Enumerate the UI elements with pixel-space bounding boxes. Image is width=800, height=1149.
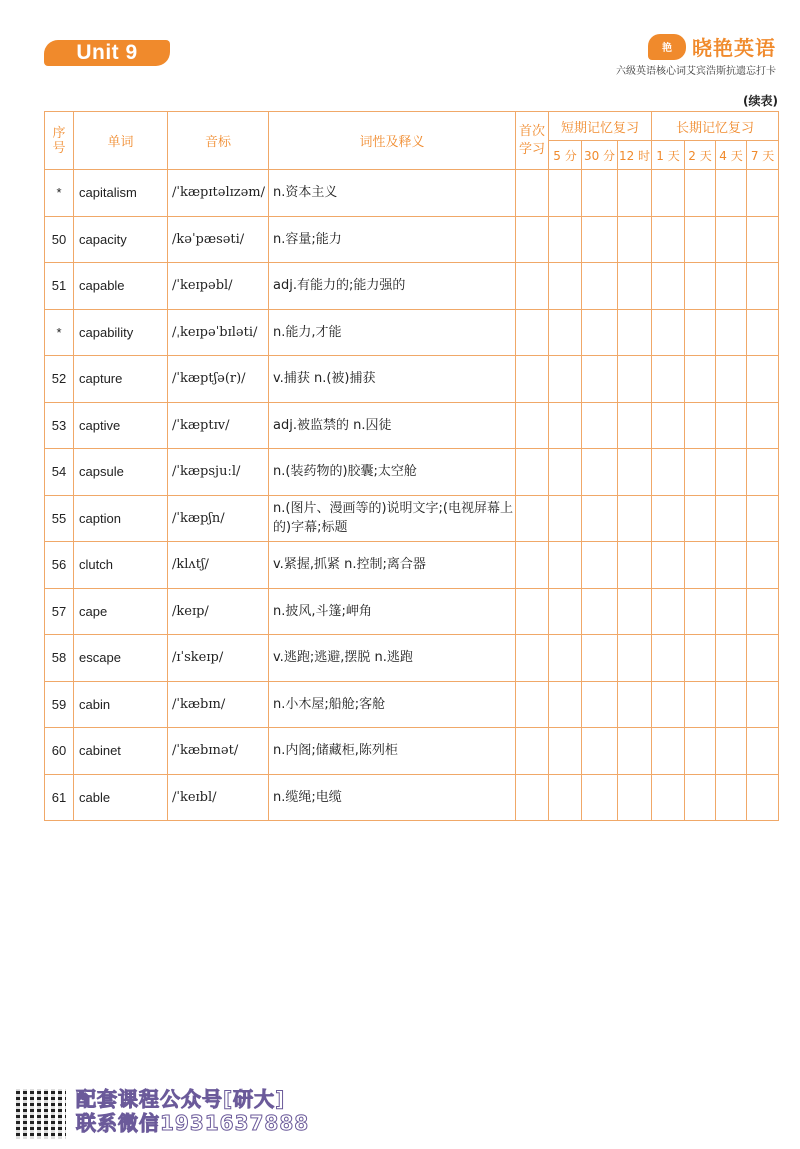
row-meaning: n.缆绳;电缆	[269, 774, 516, 821]
review-checkbox-cell[interactable]	[747, 170, 779, 217]
row-meaning: n.小木屋;船舱;客舱	[269, 681, 516, 728]
table-row	[45, 170, 779, 217]
review-checkbox-cell[interactable]	[652, 635, 685, 682]
review-checkbox-cell[interactable]	[549, 449, 582, 496]
row-number: *	[45, 309, 74, 356]
promo-line-2: 联系微信1931637888	[76, 1111, 310, 1135]
review-checkbox-cell[interactable]	[582, 774, 618, 821]
review-checkbox-cell[interactable]	[652, 681, 685, 728]
review-checkbox-cell[interactable]	[549, 588, 582, 635]
row-number: 61	[45, 774, 74, 821]
review-checkbox-cell[interactable]	[516, 774, 549, 821]
header-long-col: 1 天	[652, 141, 685, 170]
header-short-col: 5 分	[549, 141, 582, 170]
row-phonetic: /kəˈpæsəti/	[168, 216, 269, 263]
review-checkbox-cell[interactable]	[716, 402, 747, 449]
row-word: cable	[74, 774, 168, 821]
row-meaning: v.逃跑;逃避,摆脱 n.逃跑	[269, 635, 516, 682]
review-checkbox-cell[interactable]	[652, 542, 685, 589]
row-meaning: adj.被监禁的 n.囚徒	[269, 402, 516, 449]
header-short-col: 12 时	[618, 141, 652, 170]
row-word: capitalism	[74, 170, 168, 217]
header-meaning: 词性及释义	[269, 112, 516, 170]
row-number: 52	[45, 356, 74, 403]
review-checkbox-cell[interactable]	[685, 588, 716, 635]
review-checkbox-cell[interactable]	[618, 356, 652, 403]
footer-promo	[14, 1087, 309, 1141]
review-checkbox-cell[interactable]	[747, 216, 779, 263]
review-checkbox-cell[interactable]	[549, 170, 582, 217]
review-checkbox-cell[interactable]	[716, 774, 747, 821]
row-word: cape	[74, 588, 168, 635]
row-phonetic: /ˈkæpsjuːl/	[168, 449, 269, 496]
review-checkbox-cell[interactable]	[549, 263, 582, 310]
review-checkbox-cell[interactable]	[747, 356, 779, 403]
review-checkbox-cell[interactable]	[516, 495, 549, 542]
review-checkbox-cell[interactable]	[582, 402, 618, 449]
review-checkbox-cell[interactable]	[618, 774, 652, 821]
row-word: escape	[74, 635, 168, 682]
review-checkbox-cell[interactable]	[685, 263, 716, 310]
header-first-study: 首次学习	[516, 112, 549, 170]
review-checkbox-cell[interactable]	[618, 728, 652, 775]
review-checkbox-cell[interactable]	[516, 449, 549, 496]
header-no: 序号	[45, 112, 74, 170]
table-row	[45, 635, 779, 682]
review-checkbox-cell[interactable]	[652, 774, 685, 821]
review-checkbox-cell[interactable]	[685, 774, 716, 821]
review-checkbox-cell[interactable]	[516, 542, 549, 589]
row-phonetic: /keɪp/	[168, 588, 269, 635]
review-checkbox-cell[interactable]	[618, 216, 652, 263]
review-checkbox-cell[interactable]	[716, 309, 747, 356]
row-phonetic: /ˈkeɪpəbl/	[168, 263, 269, 310]
row-number: 54	[45, 449, 74, 496]
review-checkbox-cell[interactable]	[549, 681, 582, 728]
table-row	[45, 263, 779, 310]
review-checkbox-cell[interactable]	[516, 263, 549, 310]
review-checkbox-cell[interactable]	[582, 728, 618, 775]
row-word: capacity	[74, 216, 168, 263]
header-phonetic: 音标	[168, 112, 269, 170]
review-checkbox-cell[interactable]	[618, 635, 652, 682]
review-checkbox-cell[interactable]	[685, 635, 716, 682]
row-number: 58	[45, 635, 74, 682]
review-checkbox-cell[interactable]	[747, 263, 779, 310]
review-checkbox-cell[interactable]	[685, 402, 716, 449]
review-checkbox-cell[interactable]	[582, 542, 618, 589]
row-phonetic: /ˌkeɪpəˈbɪləti/	[168, 309, 269, 356]
row-word: capability	[74, 309, 168, 356]
table-row	[45, 216, 779, 263]
review-checkbox-cell[interactable]	[716, 449, 747, 496]
row-number: 53	[45, 402, 74, 449]
review-checkbox-cell[interactable]	[516, 402, 549, 449]
row-meaning: n.能力,才能	[269, 309, 516, 356]
row-phonetic: /ɪˈskeɪp/	[168, 635, 269, 682]
review-checkbox-cell[interactable]	[747, 449, 779, 496]
review-checkbox-cell[interactable]	[716, 495, 747, 542]
review-checkbox-cell[interactable]	[516, 681, 549, 728]
review-checkbox-cell[interactable]	[618, 542, 652, 589]
review-checkbox-cell[interactable]	[652, 728, 685, 775]
review-checkbox-cell[interactable]	[652, 495, 685, 542]
table-row	[45, 588, 779, 635]
review-checkbox-cell[interactable]	[582, 449, 618, 496]
review-checkbox-cell[interactable]	[652, 216, 685, 263]
review-checkbox-cell[interactable]	[582, 635, 618, 682]
review-checkbox-cell[interactable]	[747, 542, 779, 589]
row-number: 56	[45, 542, 74, 589]
review-checkbox-cell[interactable]	[652, 356, 685, 403]
review-checkbox-cell[interactable]	[618, 170, 652, 217]
row-number: 55	[45, 495, 74, 542]
review-checkbox-cell[interactable]	[747, 635, 779, 682]
row-number: 50	[45, 216, 74, 263]
review-checkbox-cell[interactable]	[618, 309, 652, 356]
table-row	[45, 309, 779, 356]
review-checkbox-cell[interactable]	[716, 635, 747, 682]
review-checkbox-cell[interactable]	[618, 263, 652, 310]
row-meaning: n.(装药物的)胶囊;太空舱	[269, 449, 516, 496]
review-checkbox-cell[interactable]	[747, 402, 779, 449]
review-checkbox-cell[interactable]	[549, 402, 582, 449]
review-checkbox-cell[interactable]	[516, 728, 549, 775]
table-row	[45, 681, 779, 728]
brand-name: 晓艳英语	[692, 36, 776, 60]
row-phonetic: /ˈkæptɪv/	[168, 402, 269, 449]
review-checkbox-cell[interactable]	[685, 170, 716, 217]
review-checkbox-cell[interactable]	[582, 170, 618, 217]
row-meaning: n.(图片、漫画等的)说明文字;(电视屏幕上的)字幕;标题	[269, 495, 516, 542]
review-checkbox-cell[interactable]	[716, 356, 747, 403]
book-subtitle: 六级英语核心词艾宾浩斯抗遗忘打卡	[616, 66, 776, 77]
header-word: 单词	[74, 112, 168, 170]
unit-badge: Unit 9	[44, 40, 170, 66]
review-checkbox-cell[interactable]	[582, 263, 618, 310]
header-long-col: 7 天	[747, 141, 779, 170]
vocabulary-table	[44, 111, 779, 821]
review-checkbox-cell[interactable]	[516, 588, 549, 635]
review-checkbox-cell[interactable]	[516, 356, 549, 403]
review-checkbox-cell[interactable]	[582, 309, 618, 356]
row-word: cabin	[74, 681, 168, 728]
review-checkbox-cell[interactable]	[549, 216, 582, 263]
review-checkbox-cell[interactable]	[685, 728, 716, 775]
promo-line-1: 配套课程公众号[研大]	[76, 1087, 286, 1111]
review-checkbox-cell[interactable]	[652, 588, 685, 635]
review-checkbox-cell[interactable]	[516, 309, 549, 356]
review-checkbox-cell[interactable]	[685, 356, 716, 403]
review-checkbox-cell[interactable]	[685, 216, 716, 263]
row-phonetic: /ˈkeɪbl/	[168, 774, 269, 821]
header-long-col: 4 天	[716, 141, 747, 170]
table-row	[45, 728, 779, 775]
row-meaning: v.紧握,抓紧 n.控制;离合器	[269, 542, 516, 589]
review-checkbox-cell[interactable]	[652, 309, 685, 356]
review-checkbox-cell[interactable]	[685, 542, 716, 589]
review-checkbox-cell[interactable]	[618, 588, 652, 635]
row-number: 59	[45, 681, 74, 728]
row-phonetic: /ˈkæptʃə(r)/	[168, 356, 269, 403]
table-row	[45, 356, 779, 403]
row-word: capable	[74, 263, 168, 310]
review-checkbox-cell[interactable]	[747, 309, 779, 356]
review-checkbox-cell[interactable]	[652, 170, 685, 217]
row-number: 60	[45, 728, 74, 775]
table-row	[45, 774, 779, 821]
row-word: clutch	[74, 542, 168, 589]
header-short-col: 30 分	[582, 141, 618, 170]
review-checkbox-cell[interactable]	[652, 402, 685, 449]
row-word: captive	[74, 402, 168, 449]
row-number: 57	[45, 588, 74, 635]
review-checkbox-cell[interactable]	[516, 170, 549, 217]
review-checkbox-cell[interactable]	[685, 495, 716, 542]
review-checkbox-cell[interactable]	[685, 681, 716, 728]
row-phonetic: /klʌtʃ/	[168, 542, 269, 589]
table-row	[45, 449, 779, 496]
review-checkbox-cell[interactable]	[549, 356, 582, 403]
row-number: 51	[45, 263, 74, 310]
row-meaning: n.资本主义	[269, 170, 516, 217]
review-checkbox-cell[interactable]	[716, 263, 747, 310]
review-checkbox-cell[interactable]	[747, 681, 779, 728]
continued-label: (续表)	[743, 94, 778, 108]
row-phonetic: /ˈkæbɪnət/	[168, 728, 269, 775]
review-checkbox-cell[interactable]	[652, 449, 685, 496]
row-meaning: n.内阁;储藏柜,陈列柜	[269, 728, 516, 775]
review-checkbox-cell[interactable]	[549, 774, 582, 821]
review-checkbox-cell[interactable]	[582, 681, 618, 728]
row-word: capture	[74, 356, 168, 403]
review-checkbox-cell[interactable]	[582, 495, 618, 542]
review-checkbox-cell[interactable]	[618, 495, 652, 542]
review-checkbox-cell[interactable]	[747, 774, 779, 821]
table-row	[45, 542, 779, 589]
table-row	[45, 402, 779, 449]
review-checkbox-cell[interactable]	[549, 542, 582, 589]
row-phonetic: /ˈkæbɪn/	[168, 681, 269, 728]
review-checkbox-cell[interactable]	[685, 449, 716, 496]
review-checkbox-cell[interactable]	[716, 216, 747, 263]
row-meaning: adj.有能力的;能力强的	[269, 263, 516, 310]
review-checkbox-cell[interactable]	[516, 635, 549, 682]
review-checkbox-cell[interactable]	[747, 728, 779, 775]
header-long-term: 长期记忆复习	[652, 112, 779, 141]
review-checkbox-cell[interactable]	[582, 356, 618, 403]
row-phonetic: /ˈkæpɪtəlɪzəm/	[168, 170, 269, 217]
review-checkbox-cell[interactable]	[582, 588, 618, 635]
row-word: capsule	[74, 449, 168, 496]
review-checkbox-cell[interactable]	[549, 728, 582, 775]
review-checkbox-cell[interactable]	[685, 309, 716, 356]
row-meaning: v.捕获 n.(被)捕获	[269, 356, 516, 403]
review-checkbox-cell[interactable]	[747, 495, 779, 542]
review-checkbox-cell[interactable]	[652, 263, 685, 310]
review-checkbox-cell[interactable]	[716, 542, 747, 589]
row-phonetic: /ˈkæpʃn/	[168, 495, 269, 542]
review-checkbox-cell[interactable]	[716, 681, 747, 728]
review-checkbox-cell[interactable]	[549, 495, 582, 542]
review-checkbox-cell[interactable]	[516, 216, 549, 263]
review-checkbox-cell[interactable]	[618, 449, 652, 496]
row-meaning: n.披风,斗篷;岬角	[269, 588, 516, 635]
review-checkbox-cell[interactable]	[618, 681, 652, 728]
header-short-term: 短期记忆复习	[549, 112, 652, 141]
row-word: cabinet	[74, 728, 168, 775]
table-row	[45, 495, 779, 542]
row-meaning: n.容量;能力	[269, 216, 516, 263]
qr-code-icon	[14, 1087, 68, 1141]
review-checkbox-cell[interactable]	[716, 588, 747, 635]
review-checkbox-cell[interactable]	[716, 170, 747, 217]
review-checkbox-cell[interactable]	[747, 588, 779, 635]
row-word: caption	[74, 495, 168, 542]
review-checkbox-cell[interactable]	[716, 728, 747, 775]
review-checkbox-cell[interactable]	[618, 402, 652, 449]
brand	[648, 32, 776, 61]
review-checkbox-cell[interactable]	[582, 216, 618, 263]
review-checkbox-cell[interactable]	[549, 309, 582, 356]
review-checkbox-cell[interactable]	[549, 635, 582, 682]
row-number: *	[45, 170, 74, 217]
brand-logo-icon: 艳	[648, 34, 686, 60]
header-long-col: 2 天	[685, 141, 716, 170]
